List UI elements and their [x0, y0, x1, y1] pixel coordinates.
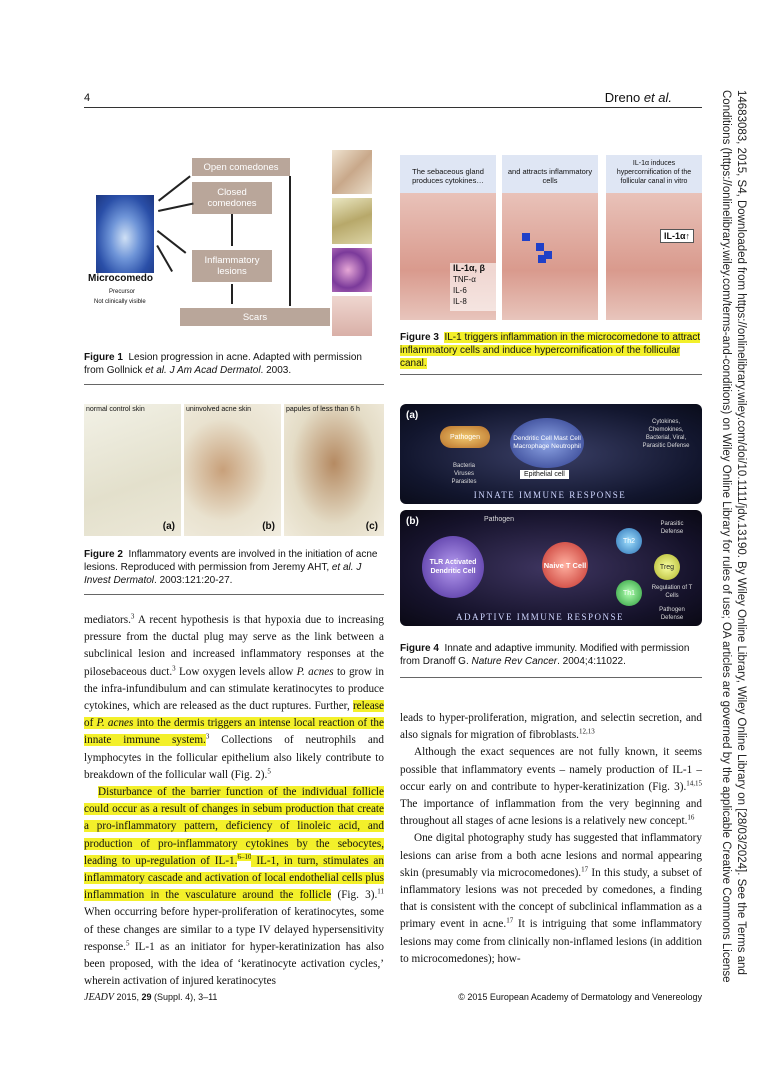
highlight: IL-1, in turn, stimulates an inflammatory cascade and activation of local endothelial cells plus inflammation in the vasculature around the follicle	[84, 854, 384, 902]
citation: 14,15	[686, 779, 702, 788]
figure-3-panel-3	[606, 155, 702, 320]
right-paragraph-1	[400, 710, 702, 744]
figure-4-regulation-label: Regulation of T Cells	[651, 585, 693, 599]
figure-1-caption-end: . 2003.	[260, 365, 292, 376]
figure-4-panel-a	[400, 404, 702, 504]
arrow-low-vertical	[231, 284, 233, 304]
cytokine-il6: IL-6	[453, 286, 467, 295]
figure-1	[84, 150, 384, 345]
figure-4-caption-end: . 2004;4:11022.	[557, 656, 626, 667]
running-head-etal: et al.	[643, 90, 672, 105]
running-head	[605, 90, 672, 105]
footer-journal: JEADV	[84, 992, 114, 1003]
citation: 17	[581, 865, 589, 874]
figure-2	[84, 404, 384, 536]
figure-4-defense-label: Cytokines, Chemokines, Bacterial, Viral, Parasitic Defense	[642, 419, 690, 449]
figure-2-caption-ital: et al. J Invest Dermatol	[84, 562, 362, 586]
text-span: to grow in the infra-infundibulum and can stimulate keratinocytes to produce cytokines, which are released as the duct ruptures. Further,	[84, 665, 384, 713]
figure-3	[400, 155, 702, 320]
citation: 5	[267, 767, 271, 776]
figure-2-caption	[84, 548, 384, 587]
left-paragraph-2	[84, 784, 384, 990]
figure-3-caption	[400, 331, 702, 370]
box-open-comedones: Open comedones	[192, 158, 290, 176]
histology-thumb-1	[332, 150, 372, 194]
not-visible-label: Not clinically visible	[94, 299, 146, 305]
figure-1-caption	[84, 351, 384, 377]
arrow-right-vertical	[289, 176, 291, 306]
histology-thumb-2	[332, 198, 372, 244]
box-scars: Scars	[180, 308, 330, 326]
figure-3-panel-1-header: The sebaceous gland produces cytokines…	[412, 167, 484, 185]
histology-thumb-3	[332, 248, 372, 292]
figure-1-caption-text: Lesion progression in acne. Adapted with permission from Gollnick	[84, 352, 362, 376]
arrow-diag-3	[157, 230, 186, 253]
histology-thumb-4	[332, 296, 372, 336]
inflammatory-cell-2	[536, 243, 544, 251]
figure-3-cytokine-box	[450, 263, 499, 311]
figure-3-panel-2-header: and attracts inflammatory cells	[507, 167, 593, 185]
text-span: It is intriguing that some inflammatory lesions may come from clinically non-inflamed lesions (in addition to microcomedones); how-	[400, 918, 702, 965]
species-name: P. acnes	[96, 717, 134, 730]
figure-4-tlr-cell	[422, 536, 484, 598]
text-span: IL-1 as an initiator for hyper-keratinization has also been proposed, with the idea of ‘keratinocyte activation cycles,’ wherein activation of injured keratinocytes	[84, 940, 384, 988]
figure-4-pathogen-defense-label: Pathogen Defense	[659, 607, 685, 621]
figure-2-rule	[84, 594, 384, 595]
text-span: In this study, a subset of inflammatory lesions was not preceded by comedones, a finding that is consistent with the concept of subclinical inflammation as a primary event in acne.	[400, 866, 702, 931]
figure-4-panel-b	[400, 510, 702, 626]
figure-4-treg-label: Treg	[659, 563, 675, 571]
figure-4-naive-cell	[542, 542, 588, 588]
figure-2-panel-b	[184, 404, 281, 536]
figure-4	[400, 404, 702, 626]
citation: 12,13	[578, 727, 595, 736]
text-span: Collections of neutrophils and lymphocytes in the follicular epithelium also likely contribute to breakdown of the follicular wall (Fig. 2).	[84, 734, 384, 781]
figure-4-th1-cell	[616, 580, 642, 606]
figure-3-panel-1	[400, 155, 496, 320]
figure-1-label: Figure 1	[84, 352, 123, 363]
inflammatory-cell-1	[522, 233, 530, 241]
figure-4-dendritic-cell	[510, 418, 584, 468]
figure-4-caption	[400, 642, 702, 668]
precursor-label: Precursor	[109, 289, 136, 295]
figure-2-panel-c	[284, 404, 384, 536]
text-span: When occurring before hyper-proliferation of keratinocytes, some of these changes are similar to a type IV delayed hypersensitivity response.	[84, 906, 384, 953]
figure-2-panel-a	[84, 404, 181, 536]
page-number: 4	[84, 92, 91, 104]
citation: 5	[125, 939, 130, 948]
citation: 16	[687, 813, 695, 822]
figure-2-label: Figure 2	[84, 549, 123, 560]
arrow-diag-2	[158, 203, 194, 212]
download-notice-text[interactable]: 14683083, 2015, S4, Downloaded from https://onlinelibrary.wiley.com/doi/10.1111/jdv.13190. By Wiley Online Library, Wiley Online Library on [28/03/2024]. See the Terms and Conditions (https://onlinelibrary.wiley.com/terms-and-conditions) on Wiley Online Library for rules of use; OA articles are governed by the applicable Creative Commons License	[720, 90, 747, 983]
figure-4-th2-label: Th2	[622, 537, 636, 545]
figure-2-panel-c-title: papules of less than 6 h	[286, 406, 360, 413]
left-paragraph-1	[84, 612, 384, 784]
microcomedo-label: Microcomedo	[88, 273, 154, 284]
box-inflammatory-lesions: Inflammatory lesions	[192, 250, 272, 282]
figure-1-caption-ital: et al. J Am Acad Dermatol	[145, 365, 261, 376]
figure-4-tlr-label: TLR Activated Dendritic Cell	[429, 559, 477, 575]
figure-4-th2-cell	[616, 528, 642, 554]
right-column	[400, 710, 702, 968]
figure-2-panel-c-letter: (c)	[365, 521, 378, 532]
citation: 6–10	[237, 853, 252, 862]
figure-3-rule	[400, 374, 702, 375]
header-rule	[84, 107, 702, 108]
footer-copyright: © 2015 European Academy of Dermatology and Venereology	[458, 992, 702, 1002]
footer-suppl: (Suppl. 4), 3–11	[151, 992, 218, 1002]
citation: 11	[377, 887, 384, 896]
figure-4-parasitic-label: Parasitic Defense	[660, 521, 684, 535]
text-span: (Fig. 3).	[331, 889, 378, 902]
figure-2-caption-text: Inflammatory events are involved in the initiation of acne lesions. Reproduced with permission from Jeremy AHT,	[84, 549, 378, 573]
arrow-mid-vertical	[231, 214, 233, 246]
figure-4-th1-label: Th1	[622, 589, 636, 597]
figure-4-treg-cell	[654, 554, 680, 580]
citation: 3	[172, 663, 176, 672]
text-span: mediators.	[84, 614, 131, 626]
figure-3-caption-text: IL-1 triggers inflammation in the microcomedone to attract inflammatory cells and induce hypercornification of the follicular canal.	[400, 332, 701, 369]
figure-4-pathogen-label: Pathogen	[450, 433, 480, 441]
figure-4-panel-a-letter: (a)	[406, 410, 419, 421]
text-span: release of	[84, 700, 384, 730]
running-head-author: Dreno	[604, 90, 644, 105]
figure-1-rule	[84, 384, 384, 385]
figure-4-pathogen-cell	[440, 426, 490, 448]
highlight: Disturbance of the barrier function of the individual follicle could occur as a result of changes in sebum production that create a pro-inflammatory pattern, deficiency of linoleic acid, and production of pro-inflammatory cytokines by the sebocytes, leading to up-regulation of IL-1.	[84, 786, 384, 867]
right-paragraph-3	[400, 830, 702, 968]
cytokine-il1: IL-1α, β	[453, 263, 486, 273]
figure-2-panel-a-title: normal control skin	[86, 406, 145, 413]
figure-4-innate-label: INNATE IMMUNE RESPONSE	[473, 490, 627, 500]
footer-volume: 29	[141, 992, 152, 1002]
text-span: Low oxygen levels allow	[175, 665, 297, 678]
figure-4-epithelial-box: Epithelial cell	[520, 470, 569, 479]
microcomedo-image	[96, 195, 154, 273]
citation: 17	[506, 916, 514, 925]
footer-citation	[84, 992, 217, 1003]
figure-3-panel-2	[502, 155, 598, 320]
footer-year: 2015,	[114, 992, 142, 1002]
figure-4-rule	[400, 677, 702, 678]
citation: 3	[205, 732, 210, 741]
text-span: leads to hyper-proliferation, migration, and selectin secretion, and also signals for migration of fibroblasts.	[400, 712, 702, 742]
figure-4-panel-b-letter: (b)	[406, 516, 419, 527]
text-span: A recent hypothesis is that hypoxia due to increasing pressure from the ductal plug may serve as the link between a subclinical lesion and increased inflammatory responses at the pilosebaceous duct.	[84, 614, 384, 678]
figure-2-panel-a-letter: (a)	[162, 521, 175, 532]
figure-2-caption-end: . 2003:121:20-27.	[154, 575, 233, 586]
figure-3-il1-tag: IL-1α↑	[660, 229, 694, 243]
left-column	[84, 612, 384, 990]
cytokine-tnf: TNF-α	[453, 275, 476, 284]
text-span: The importance of inflammation from the very beginning and throughout all stages of acne lesions is a relatively new concept.	[400, 798, 702, 828]
inflammatory-cell-4	[538, 255, 546, 263]
download-notice	[708, 90, 748, 990]
text-span: One digital photography study has suggested that inflammatory lesions can arise from a both acne lesions and normal appearing skin (presumably via microcomedones).	[400, 832, 702, 879]
figure-4-naive-label: Naive T Cell	[543, 560, 587, 570]
figure-4-bacteria-label: Bacteria Viruses Parasites	[451, 463, 477, 485]
cytokine-il8: IL-8	[453, 297, 467, 306]
arrow-diag-4	[157, 245, 173, 272]
figure-4-label: Figure 4	[400, 643, 439, 654]
figure-3-panel-3-header: IL-1α induces hypercornification of the follicular canal in vitro	[616, 160, 692, 185]
species-name: P. acnes	[296, 665, 334, 678]
figure-4-pathogen-b-label: Pathogen	[484, 516, 514, 523]
figure-4-caption-ital: Nature Rev Cancer	[471, 656, 558, 667]
arrow-diag-1	[158, 175, 190, 201]
figure-4-adaptive-label: ADAPTIVE IMMUNE RESPONSE	[455, 612, 624, 622]
figure-3-label: Figure 3	[400, 332, 439, 343]
figure-4-caption-text: Innate and adaptive immunity. Modified with permission from Dranoff G.	[400, 643, 690, 667]
text-span: into the dermis triggers an intense local reaction of the innate immune system.	[84, 717, 384, 747]
right-paragraph-2	[400, 744, 702, 830]
box-closed-comedones: Closed comedones	[192, 182, 272, 214]
figure-4-dendritic-label: Dendritic Cell Mast Cell Macrophage Neutrophil	[513, 435, 581, 450]
citation: 3	[130, 612, 135, 621]
figure-2-panel-b-letter: (b)	[262, 521, 275, 532]
text-span: Although the exact sequences are not fully known, it seems possible that inflammatory events – namely production of IL-1 – occur early on and contribute to hyper-keratinization (Fig. 3).	[400, 746, 702, 793]
figure-2-panel-b-title: uninvolved acne skin	[186, 406, 251, 413]
